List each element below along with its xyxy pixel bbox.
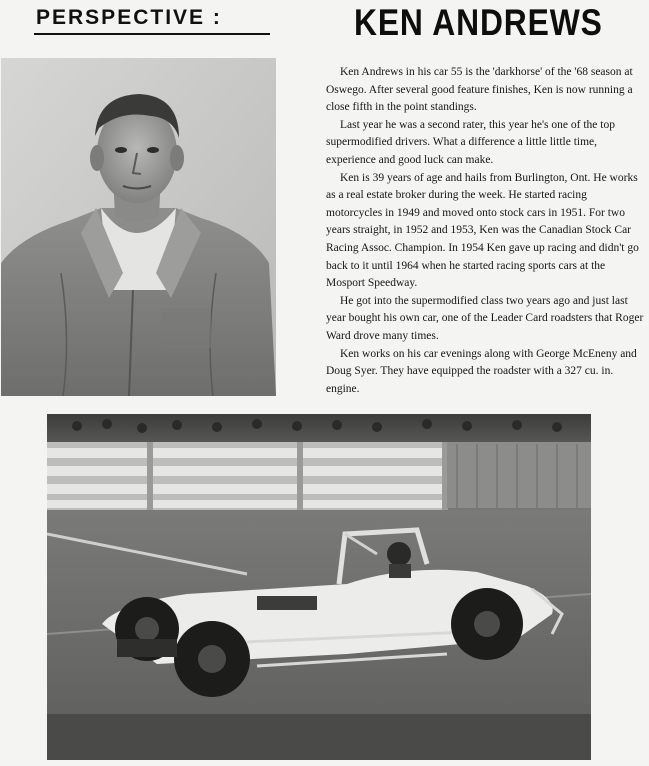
article-paragraph: Ken is 39 years of age and hails from Burlington, Ont. He works as a real estate broker during the week. He started racing motorcycles in 1949 and moved onto stock cars in 1951. For two years straight, in 1952 and 1953, Ken was the Canadian Stock Car Racing Assoc. Champion. In 1954 Ken gave up racing and didn't go back to it until 1964 when he started racing sports cars at the Mosport Speedway. [326, 171, 639, 290]
article-paragraph: Ken Andrews in his car 55 is the 'darkhorse' of the '68 season at Oswego. After several good feature finishes, Ken is now running a close fifth in the point standings. [326, 66, 633, 114]
article-paragraph: Last year he was a second rater, this year he's one of the top supermodified drivers. What a difference a little little time, experience and good luck can make. [326, 118, 615, 166]
article-headline: KEN ANDREWS [354, 2, 603, 43]
article-body [326, 64, 644, 398]
article-paragraph: He got into the supermodified class two years ago and just last year bought his own car, one of the Leader Card roadsters that Roger Ward drove many times. [326, 294, 644, 342]
race-car-photo [47, 414, 591, 760]
article-paragraph: Ken works on his car evenings along with George McEneny and Doug Syer. They have equipped the roadster with a 327 cu. in. engine. [326, 347, 637, 395]
driver-portrait-photo [1, 58, 276, 396]
section-kicker: PERSPECTIVE : [36, 6, 222, 29]
kicker-underline [34, 33, 270, 35]
